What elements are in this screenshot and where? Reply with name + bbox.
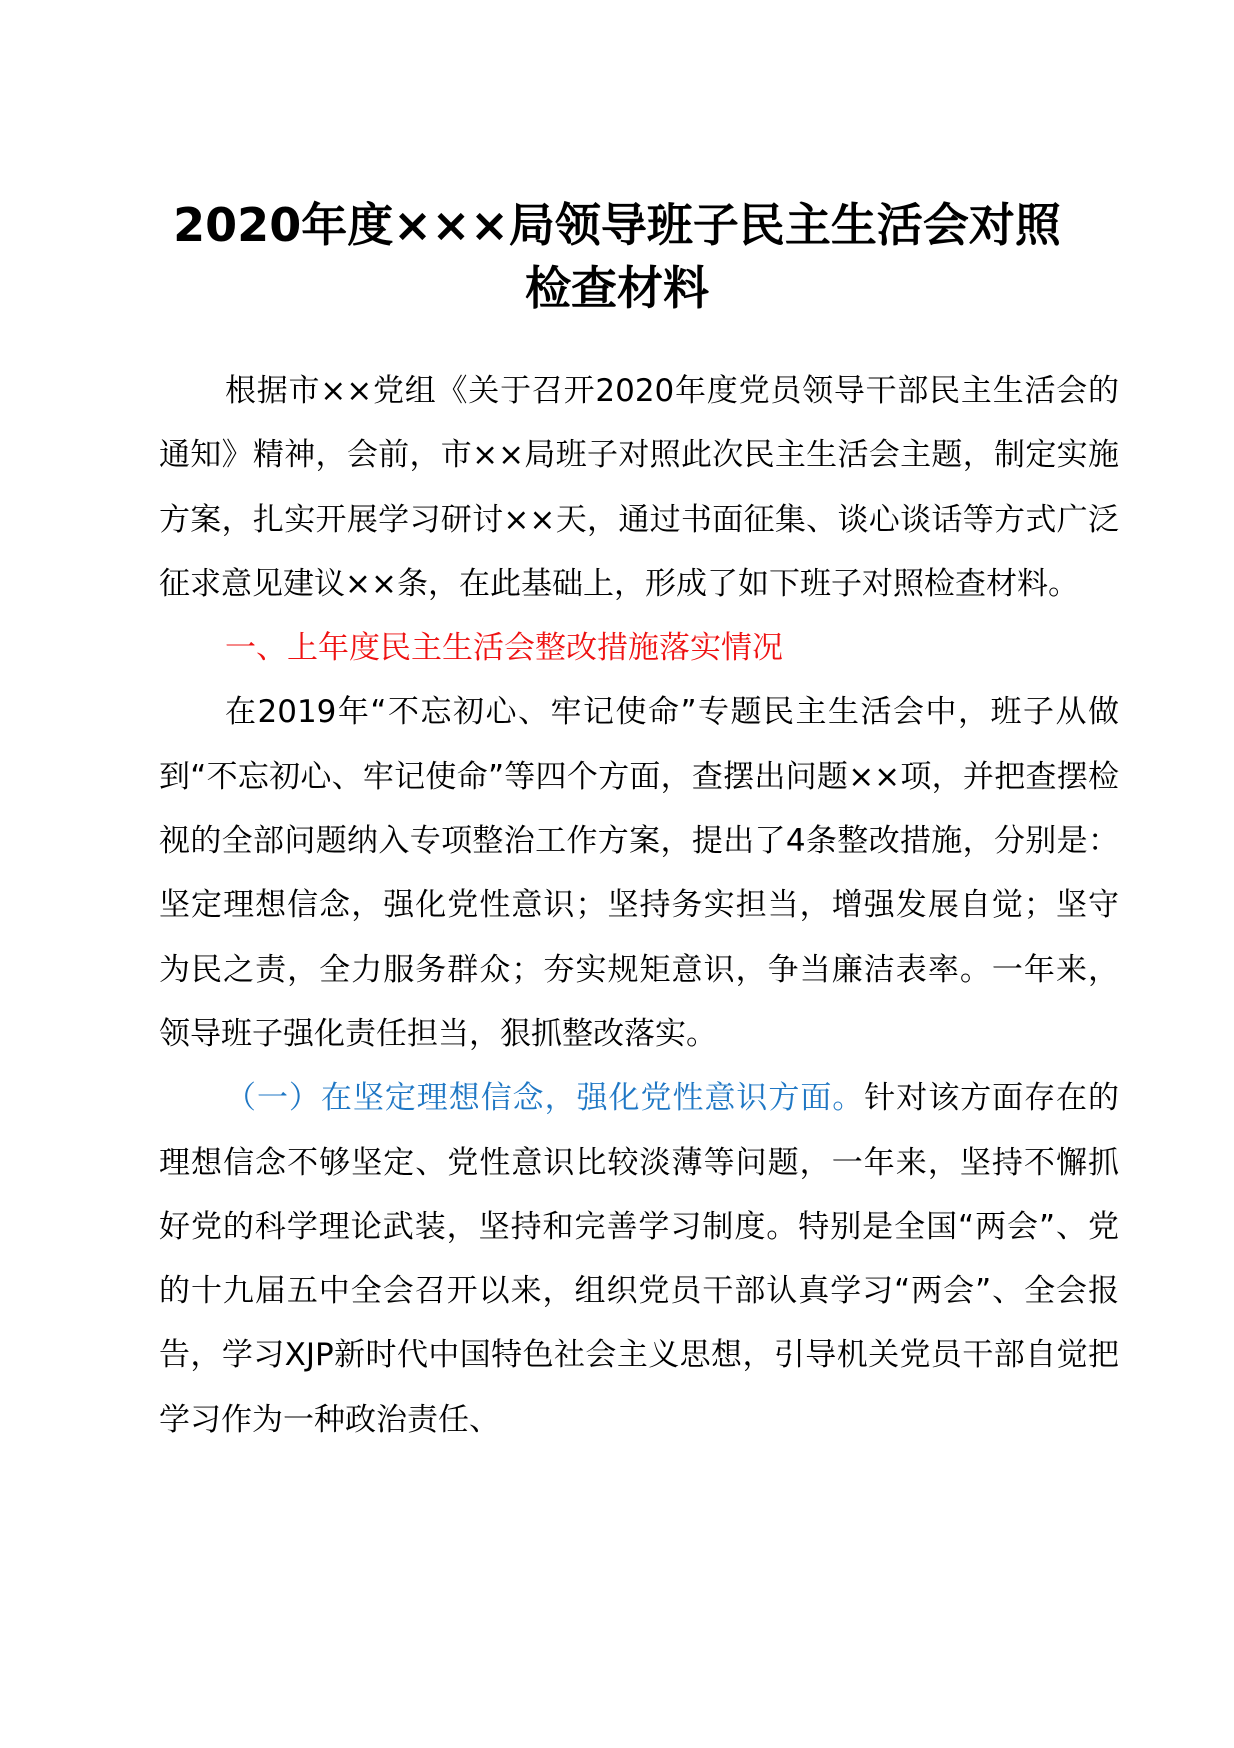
section-heading-1: 一、上年度民主生活会整改措施落实情况 [225, 630, 783, 667]
intro-paragraph: 根据市××党组《关于召开2020年度党员领导干部民主生活会的通知》精神，会前，市××局班子对照此次民主生活会主题，制定实施方案，扎实开展学习研讨××天，通过书面征集、谈心谈话等方式广泛征求意见建议××条，在此基础上，形成了如下班子对照检查材料。 [159, 373, 1119, 602]
document-body [159, 359, 1119, 1452]
subsection-heading-1: （一）在坚定理想信念，强化党性意识方面。 [225, 1080, 865, 1117]
subsection-1-paragraph [159, 1066, 1119, 1452]
section-1-paragraph: 在2019年“不忘初心、牢记使命”专题民主生活会中，班子从做到“不忘初心、牢记使命”等四个方面，查摆出问题××项，并把查摆检视的全部问题纳入专项整治工作方案，提出了4条整改措施，分别是：坚定理想信念，强化党性意识；坚持务实担当，增强发展自觉；坚守为民之责，全力服务群众；夯实规矩意识，争当廉洁表率。一年来，领导班子强化责任担当，狠抓整改落实。 [159, 694, 1119, 1052]
document-title-line-2: 检查材料 [525, 261, 709, 315]
subsection-1-text: 针对该方面存在的理想信念不够坚定、党性意识比较淡薄等问题，一年来，坚持不懈抓好党的科学理论武装，坚持和完善学习制度。特别是全国“两会”、党的十九届五中全会召开以来，组织党员干部认真学习“两会”、全会报告，学习XJP新时代中国特色社会主义思想，引导机关党员干部自觉把学习作为一种政治责任、 [159, 1080, 1120, 1438]
document-title-line-1: 2020年度×××局领导班子民主生活会对照 [173, 198, 1061, 252]
